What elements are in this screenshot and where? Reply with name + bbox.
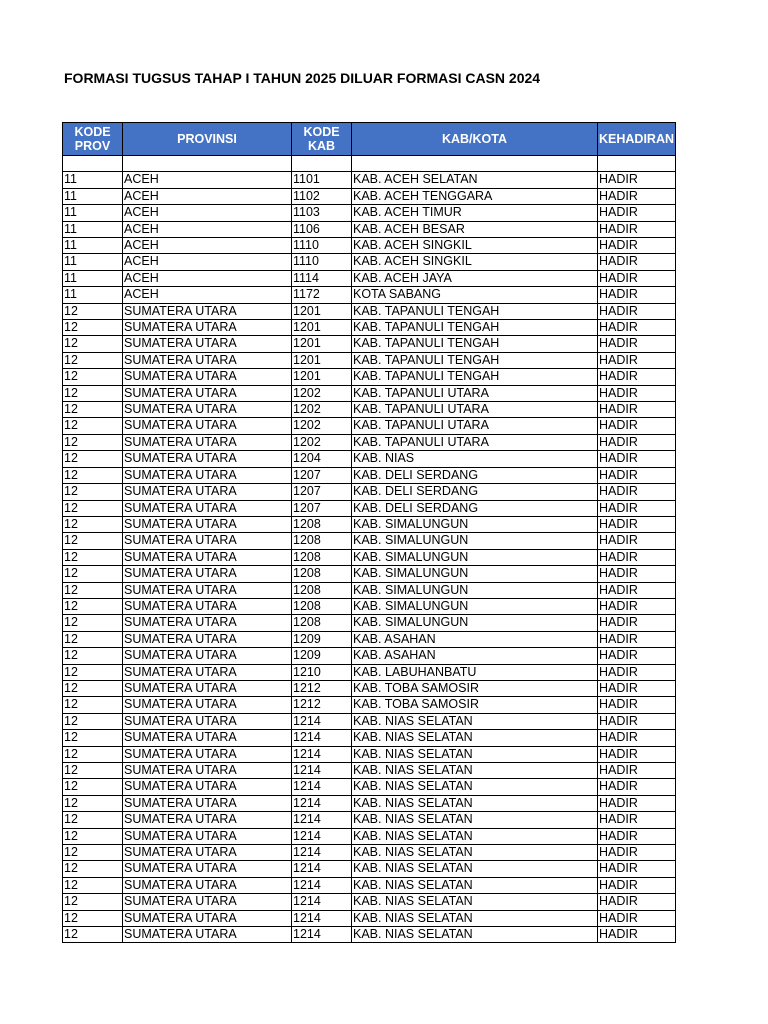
table-row: [63, 484, 676, 500]
kode-kab-cell: 1214: [292, 894, 352, 910]
kehadiran-cell: HADIR: [598, 352, 676, 368]
kab-kota-cell: KAB. ACEH TENGGARA: [352, 188, 598, 204]
kode-kab-cell: 1208: [292, 582, 352, 598]
provinsi-cell: SUMATERA UTARA: [123, 746, 292, 762]
kode-prov-cell: 12: [63, 664, 123, 680]
kode-kab-cell: 1214: [292, 812, 352, 828]
kode-prov-cell: 12: [63, 598, 123, 614]
table-row: [63, 927, 676, 943]
kode-prov-cell: 12: [63, 779, 123, 795]
table-row: [63, 746, 676, 762]
kode-prov-cell: 12: [63, 861, 123, 877]
kab-kota-cell: KAB. NIAS SELATAN: [352, 779, 598, 795]
table-row: [63, 861, 676, 877]
kode-kab-cell: 1209: [292, 631, 352, 647]
kode-kab-cell: 1214: [292, 845, 352, 861]
provinsi-cell: SUMATERA UTARA: [123, 467, 292, 483]
provinsi-cell: SUMATERA UTARA: [123, 516, 292, 532]
kode-prov-cell: 12: [63, 845, 123, 861]
table-row: [63, 500, 676, 516]
table-row: [63, 434, 676, 450]
kehadiran-cell: HADIR: [598, 680, 676, 696]
kehadiran-cell: HADIR: [598, 188, 676, 204]
provinsi-cell: SUMATERA UTARA: [123, 861, 292, 877]
table-row: [63, 336, 676, 352]
kab-kota-cell: KAB. TAPANULI UTARA: [352, 434, 598, 450]
provinsi-cell: ACEH: [123, 172, 292, 188]
kode-prov-cell: 11: [63, 287, 123, 303]
kab-kota-cell: KAB. NIAS SELATAN: [352, 927, 598, 943]
table-row: [63, 812, 676, 828]
provinsi-cell: ACEH: [123, 287, 292, 303]
kode-kab-cell: 1204: [292, 451, 352, 467]
kab-kota-cell: KAB. SIMALUNGUN: [352, 516, 598, 532]
kab-kota-cell: KAB. TOBA SAMOSIR: [352, 697, 598, 713]
kehadiran-cell: HADIR: [598, 845, 676, 861]
kode-kab-cell: 1202: [292, 418, 352, 434]
provinsi-cell: SUMATERA UTARA: [123, 320, 292, 336]
kode-prov-cell: 11: [63, 270, 123, 286]
kehadiran-cell: HADIR: [598, 434, 676, 450]
kehadiran-cell: HADIR: [598, 500, 676, 516]
kab-kota-cell: KAB. NIAS SELATAN: [352, 812, 598, 828]
kab-kota-cell: KAB. NIAS SELATAN: [352, 713, 598, 729]
kehadiran-cell: HADIR: [598, 894, 676, 910]
header-kode-prov: KODE PROV: [63, 123, 123, 156]
kode-prov-cell: 11: [63, 221, 123, 237]
table-row: [63, 582, 676, 598]
kehadiran-cell: HADIR: [598, 631, 676, 647]
kab-kota-cell: KAB. ACEH TIMUR: [352, 205, 598, 221]
table-row: [63, 763, 676, 779]
table-row: [63, 680, 676, 696]
kehadiran-cell: HADIR: [598, 615, 676, 631]
provinsi-cell: ACEH: [123, 270, 292, 286]
provinsi-cell: SUMATERA UTARA: [123, 385, 292, 401]
provinsi-cell: ACEH: [123, 254, 292, 270]
kode-kab-cell: 1214: [292, 730, 352, 746]
provinsi-cell: SUMATERA UTARA: [123, 713, 292, 729]
kode-prov-cell: 12: [63, 369, 123, 385]
kode-prov-cell: 12: [63, 549, 123, 565]
kode-kab-cell: 1201: [292, 352, 352, 368]
kehadiran-cell: HADIR: [598, 467, 676, 483]
kehadiran-cell: HADIR: [598, 861, 676, 877]
kab-kota-cell: KAB. ASAHAN: [352, 631, 598, 647]
header-kab-kota: KAB/KOTA: [352, 123, 598, 156]
kode-kab-cell: 1202: [292, 402, 352, 418]
kab-kota-cell: KAB. NIAS SELATAN: [352, 730, 598, 746]
kab-kota-cell: KAB. SIMALUNGUN: [352, 549, 598, 565]
kode-prov-cell: 12: [63, 402, 123, 418]
kode-kab-cell: 1212: [292, 680, 352, 696]
kab-kota-cell: KAB. SIMALUNGUN: [352, 566, 598, 582]
kab-kota-cell: KAB. LABUHANBATU: [352, 664, 598, 680]
provinsi-cell: SUMATERA UTARA: [123, 566, 292, 582]
kode-prov-cell: 12: [63, 352, 123, 368]
kab-kota-cell: KAB. NIAS SELATAN: [352, 828, 598, 844]
table-row: [63, 451, 676, 467]
kehadiran-cell: HADIR: [598, 812, 676, 828]
kehadiran-cell: HADIR: [598, 303, 676, 319]
kode-prov-cell: 12: [63, 697, 123, 713]
kode-prov-cell: 12: [63, 680, 123, 696]
kode-kab-cell: 1201: [292, 320, 352, 336]
kehadiran-cell: HADIR: [598, 927, 676, 943]
kode-prov-cell: 12: [63, 894, 123, 910]
kehadiran-cell: HADIR: [598, 697, 676, 713]
kode-prov-cell: 12: [63, 795, 123, 811]
table-row: [63, 320, 676, 336]
provinsi-cell: SUMATERA UTARA: [123, 352, 292, 368]
kab-kota-cell: KAB. ACEH SINGKIL: [352, 254, 598, 270]
kab-kota-cell: KAB. SIMALUNGUN: [352, 533, 598, 549]
provinsi-cell: SUMATERA UTARA: [123, 303, 292, 319]
table-row: [63, 418, 676, 434]
table-row: [63, 533, 676, 549]
provinsi-cell: ACEH: [123, 188, 292, 204]
kode-kab-cell: 1208: [292, 549, 352, 565]
kab-kota-cell: KAB. SIMALUNGUN: [352, 582, 598, 598]
kode-prov-cell: 12: [63, 484, 123, 500]
kehadiran-cell: HADIR: [598, 484, 676, 500]
provinsi-cell: ACEH: [123, 221, 292, 237]
kode-prov-cell: 11: [63, 172, 123, 188]
kehadiran-cell: HADIR: [598, 270, 676, 286]
table-row: [63, 205, 676, 221]
kode-prov-cell: 12: [63, 500, 123, 516]
kab-kota-cell: KAB. ASAHAN: [352, 648, 598, 664]
table-row: [63, 845, 676, 861]
provinsi-cell: SUMATERA UTARA: [123, 877, 292, 893]
provinsi-cell: SUMATERA UTARA: [123, 894, 292, 910]
provinsi-cell: SUMATERA UTARA: [123, 697, 292, 713]
table-row: [63, 549, 676, 565]
kab-kota-cell: KAB. ACEH SELATAN: [352, 172, 598, 188]
table-row: [63, 188, 676, 204]
table-row: [63, 221, 676, 237]
kode-kab-cell: 1214: [292, 779, 352, 795]
kode-kab-cell: 1208: [292, 598, 352, 614]
kode-prov-cell: 12: [63, 434, 123, 450]
kab-kota-cell: KAB. TAPANULI UTARA: [352, 402, 598, 418]
table-row: [63, 566, 676, 582]
kehadiran-cell: HADIR: [598, 369, 676, 385]
kode-prov-cell: 11: [63, 205, 123, 221]
kode-prov-cell: 12: [63, 615, 123, 631]
provinsi-cell: SUMATERA UTARA: [123, 795, 292, 811]
provinsi-cell: SUMATERA UTARA: [123, 598, 292, 614]
kode-prov-cell: 12: [63, 418, 123, 434]
table-row: [63, 910, 676, 926]
provinsi-cell: SUMATERA UTARA: [123, 418, 292, 434]
kode-kab-cell: 1106: [292, 221, 352, 237]
table-row: [63, 631, 676, 647]
kehadiran-cell: HADIR: [598, 582, 676, 598]
kode-prov-cell: 12: [63, 877, 123, 893]
kode-kab-cell: 1101: [292, 172, 352, 188]
kode-kab-cell: 1214: [292, 927, 352, 943]
kehadiran-cell: HADIR: [598, 336, 676, 352]
table-row: [63, 467, 676, 483]
kehadiran-cell: HADIR: [598, 533, 676, 549]
kab-kota-cell: KAB. DELI SERDANG: [352, 484, 598, 500]
kab-kota-cell: KAB. NIAS SELATAN: [352, 795, 598, 811]
kehadiran-cell: HADIR: [598, 598, 676, 614]
kehadiran-cell: HADIR: [598, 254, 676, 270]
kode-prov-cell: 11: [63, 238, 123, 254]
kode-kab-cell: 1214: [292, 713, 352, 729]
header-kehadiran: KEHADIRAN: [598, 123, 676, 156]
kode-kab-cell: 1172: [292, 287, 352, 303]
kab-kota-cell: KAB. TOBA SAMOSIR: [352, 680, 598, 696]
table-row: [63, 254, 676, 270]
kehadiran-cell: HADIR: [598, 385, 676, 401]
kode-kab-cell: 1212: [292, 697, 352, 713]
table-row: [63, 172, 676, 188]
provinsi-cell: SUMATERA UTARA: [123, 730, 292, 746]
kode-prov-cell: 11: [63, 188, 123, 204]
kode-kab-cell: 1214: [292, 910, 352, 926]
kode-kab-cell: 1114: [292, 270, 352, 286]
table-row: [63, 713, 676, 729]
provinsi-cell: SUMATERA UTARA: [123, 549, 292, 565]
kab-kota-cell: KAB. SIMALUNGUN: [352, 615, 598, 631]
kehadiran-cell: HADIR: [598, 910, 676, 926]
kab-kota-cell: KAB. NIAS: [352, 451, 598, 467]
kode-prov-cell: 12: [63, 910, 123, 926]
kehadiran-cell: HADIR: [598, 549, 676, 565]
kehadiran-cell: HADIR: [598, 828, 676, 844]
kehadiran-cell: HADIR: [598, 205, 676, 221]
table-row: [63, 894, 676, 910]
provinsi-cell: SUMATERA UTARA: [123, 582, 292, 598]
provinsi-cell: SUMATERA UTARA: [123, 533, 292, 549]
kab-kota-cell: KAB. SIMALUNGUN: [352, 598, 598, 614]
kode-kab-cell: 1110: [292, 238, 352, 254]
kode-kab-cell: 1102: [292, 188, 352, 204]
kode-kab-cell: 1207: [292, 484, 352, 500]
provinsi-cell: SUMATERA UTARA: [123, 910, 292, 926]
kehadiran-cell: HADIR: [598, 877, 676, 893]
header-kode-kab: KODE KAB: [292, 123, 352, 156]
kode-kab-cell: 1214: [292, 746, 352, 762]
kode-kab-cell: 1210: [292, 664, 352, 680]
provinsi-cell: ACEH: [123, 238, 292, 254]
provinsi-cell: SUMATERA UTARA: [123, 336, 292, 352]
table-row: [63, 352, 676, 368]
table-row: [63, 664, 676, 680]
table-row: [63, 516, 676, 532]
kode-prov-cell: 12: [63, 730, 123, 746]
kode-prov-cell: 12: [63, 320, 123, 336]
kode-kab-cell: 1214: [292, 763, 352, 779]
provinsi-cell: SUMATERA UTARA: [123, 631, 292, 647]
kode-kab-cell: 1207: [292, 467, 352, 483]
provinsi-cell: SUMATERA UTARA: [123, 402, 292, 418]
table-row: [63, 598, 676, 614]
kode-prov-cell: 12: [63, 746, 123, 762]
blank-row: [63, 156, 676, 172]
provinsi-cell: SUMATERA UTARA: [123, 763, 292, 779]
table-row: [63, 287, 676, 303]
kode-prov-cell: 12: [63, 516, 123, 532]
kode-kab-cell: 1214: [292, 861, 352, 877]
table-row: [63, 730, 676, 746]
kab-kota-cell: KAB. NIAS SELATAN: [352, 861, 598, 877]
kode-prov-cell: 12: [63, 533, 123, 549]
table-row: [63, 270, 676, 286]
provinsi-cell: SUMATERA UTARA: [123, 779, 292, 795]
table-row: [63, 779, 676, 795]
kehadiran-cell: HADIR: [598, 516, 676, 532]
kehadiran-cell: HADIR: [598, 795, 676, 811]
kab-kota-cell: KAB. TAPANULI TENGAH: [352, 303, 598, 319]
kode-prov-cell: 12: [63, 303, 123, 319]
kehadiran-cell: HADIR: [598, 320, 676, 336]
kab-kota-cell: KAB. NIAS SELATAN: [352, 894, 598, 910]
provinsi-cell: SUMATERA UTARA: [123, 680, 292, 696]
kab-kota-cell: KAB. NIAS SELATAN: [352, 763, 598, 779]
kehadiran-cell: HADIR: [598, 402, 676, 418]
provinsi-cell: SUMATERA UTARA: [123, 648, 292, 664]
kode-kab-cell: 1201: [292, 303, 352, 319]
kode-prov-cell: 12: [63, 385, 123, 401]
table-header-row: [63, 123, 676, 156]
kab-kota-cell: KAB. ACEH SINGKIL: [352, 238, 598, 254]
provinsi-cell: SUMATERA UTARA: [123, 369, 292, 385]
kode-kab-cell: 1201: [292, 369, 352, 385]
table-row: [63, 303, 676, 319]
table-row: [63, 369, 676, 385]
header-provinsi: PROVINSI: [123, 123, 292, 156]
kehadiran-cell: HADIR: [598, 779, 676, 795]
kode-kab-cell: 1208: [292, 615, 352, 631]
table-row: [63, 238, 676, 254]
kode-prov-cell: 12: [63, 336, 123, 352]
kode-kab-cell: 1214: [292, 828, 352, 844]
kehadiran-cell: HADIR: [598, 566, 676, 582]
kode-prov-cell: 12: [63, 648, 123, 664]
table-row: [63, 615, 676, 631]
kode-prov-cell: 12: [63, 582, 123, 598]
kehadiran-cell: HADIR: [598, 648, 676, 664]
attendance-table: [62, 122, 676, 943]
kab-kota-cell: KAB. NIAS SELATAN: [352, 910, 598, 926]
table-row: [63, 697, 676, 713]
kode-kab-cell: 1208: [292, 516, 352, 532]
table-row: [63, 402, 676, 418]
kode-prov-cell: 12: [63, 566, 123, 582]
kab-kota-cell: KAB. DELI SERDANG: [352, 500, 598, 516]
provinsi-cell: SUMATERA UTARA: [123, 615, 292, 631]
table-row: [63, 385, 676, 401]
kehadiran-cell: HADIR: [598, 730, 676, 746]
provinsi-cell: SUMATERA UTARA: [123, 451, 292, 467]
provinsi-cell: SUMATERA UTARA: [123, 500, 292, 516]
kode-prov-cell: 11: [63, 254, 123, 270]
provinsi-cell: ACEH: [123, 205, 292, 221]
kab-kota-cell: KAB. NIAS SELATAN: [352, 877, 598, 893]
kab-kota-cell: KAB. TAPANULI UTARA: [352, 418, 598, 434]
kode-kab-cell: 1202: [292, 385, 352, 401]
kode-prov-cell: 12: [63, 927, 123, 943]
provinsi-cell: SUMATERA UTARA: [123, 434, 292, 450]
kab-kota-cell: KAB. NIAS SELATAN: [352, 746, 598, 762]
kab-kota-cell: KAB. TAPANULI TENGAH: [352, 352, 598, 368]
kode-kab-cell: 1110: [292, 254, 352, 270]
kode-kab-cell: 1103: [292, 205, 352, 221]
kode-kab-cell: 1214: [292, 795, 352, 811]
kehadiran-cell: HADIR: [598, 451, 676, 467]
kab-kota-cell: KAB. TAPANULI TENGAH: [352, 369, 598, 385]
table-row: [63, 795, 676, 811]
provinsi-cell: SUMATERA UTARA: [123, 927, 292, 943]
provinsi-cell: SUMATERA UTARA: [123, 484, 292, 500]
kode-kab-cell: 1207: [292, 500, 352, 516]
kode-prov-cell: 12: [63, 631, 123, 647]
provinsi-cell: SUMATERA UTARA: [123, 812, 292, 828]
kehadiran-cell: HADIR: [598, 418, 676, 434]
page-title: FORMASI TUGSUS TAHAP I TAHUN 2025 DILUAR FORMASI CASN 2024: [64, 70, 541, 86]
provinsi-cell: SUMATERA UTARA: [123, 845, 292, 861]
kehadiran-cell: HADIR: [598, 664, 676, 680]
kode-prov-cell: 12: [63, 467, 123, 483]
kab-kota-cell: KAB. TAPANULI UTARA: [352, 385, 598, 401]
kode-prov-cell: 12: [63, 828, 123, 844]
kode-kab-cell: 1214: [292, 877, 352, 893]
provinsi-cell: SUMATERA UTARA: [123, 828, 292, 844]
kehadiran-cell: HADIR: [598, 172, 676, 188]
kab-kota-cell: KAB. TAPANULI TENGAH: [352, 320, 598, 336]
kehadiran-cell: HADIR: [598, 238, 676, 254]
kode-prov-cell: 12: [63, 713, 123, 729]
kab-kota-cell: KAB. NIAS SELATAN: [352, 845, 598, 861]
kab-kota-cell: KAB. TAPANULI TENGAH: [352, 336, 598, 352]
provinsi-cell: SUMATERA UTARA: [123, 664, 292, 680]
table-row: [63, 877, 676, 893]
kehadiran-cell: HADIR: [598, 221, 676, 237]
kehadiran-cell: HADIR: [598, 713, 676, 729]
kehadiran-cell: HADIR: [598, 763, 676, 779]
kab-kota-cell: KAB. ACEH JAYA: [352, 270, 598, 286]
kode-prov-cell: 12: [63, 763, 123, 779]
kode-prov-cell: 12: [63, 812, 123, 828]
kehadiran-cell: HADIR: [598, 287, 676, 303]
kode-kab-cell: 1208: [292, 566, 352, 582]
kode-kab-cell: 1201: [292, 336, 352, 352]
kab-kota-cell: KAB. DELI SERDANG: [352, 467, 598, 483]
table-row: [63, 828, 676, 844]
kehadiran-cell: HADIR: [598, 746, 676, 762]
kab-kota-cell: KAB. ACEH BESAR: [352, 221, 598, 237]
table-row: [63, 648, 676, 664]
kode-kab-cell: 1202: [292, 434, 352, 450]
kode-kab-cell: 1208: [292, 533, 352, 549]
kode-prov-cell: 12: [63, 451, 123, 467]
kab-kota-cell: KOTA SABANG: [352, 287, 598, 303]
kode-kab-cell: 1209: [292, 648, 352, 664]
